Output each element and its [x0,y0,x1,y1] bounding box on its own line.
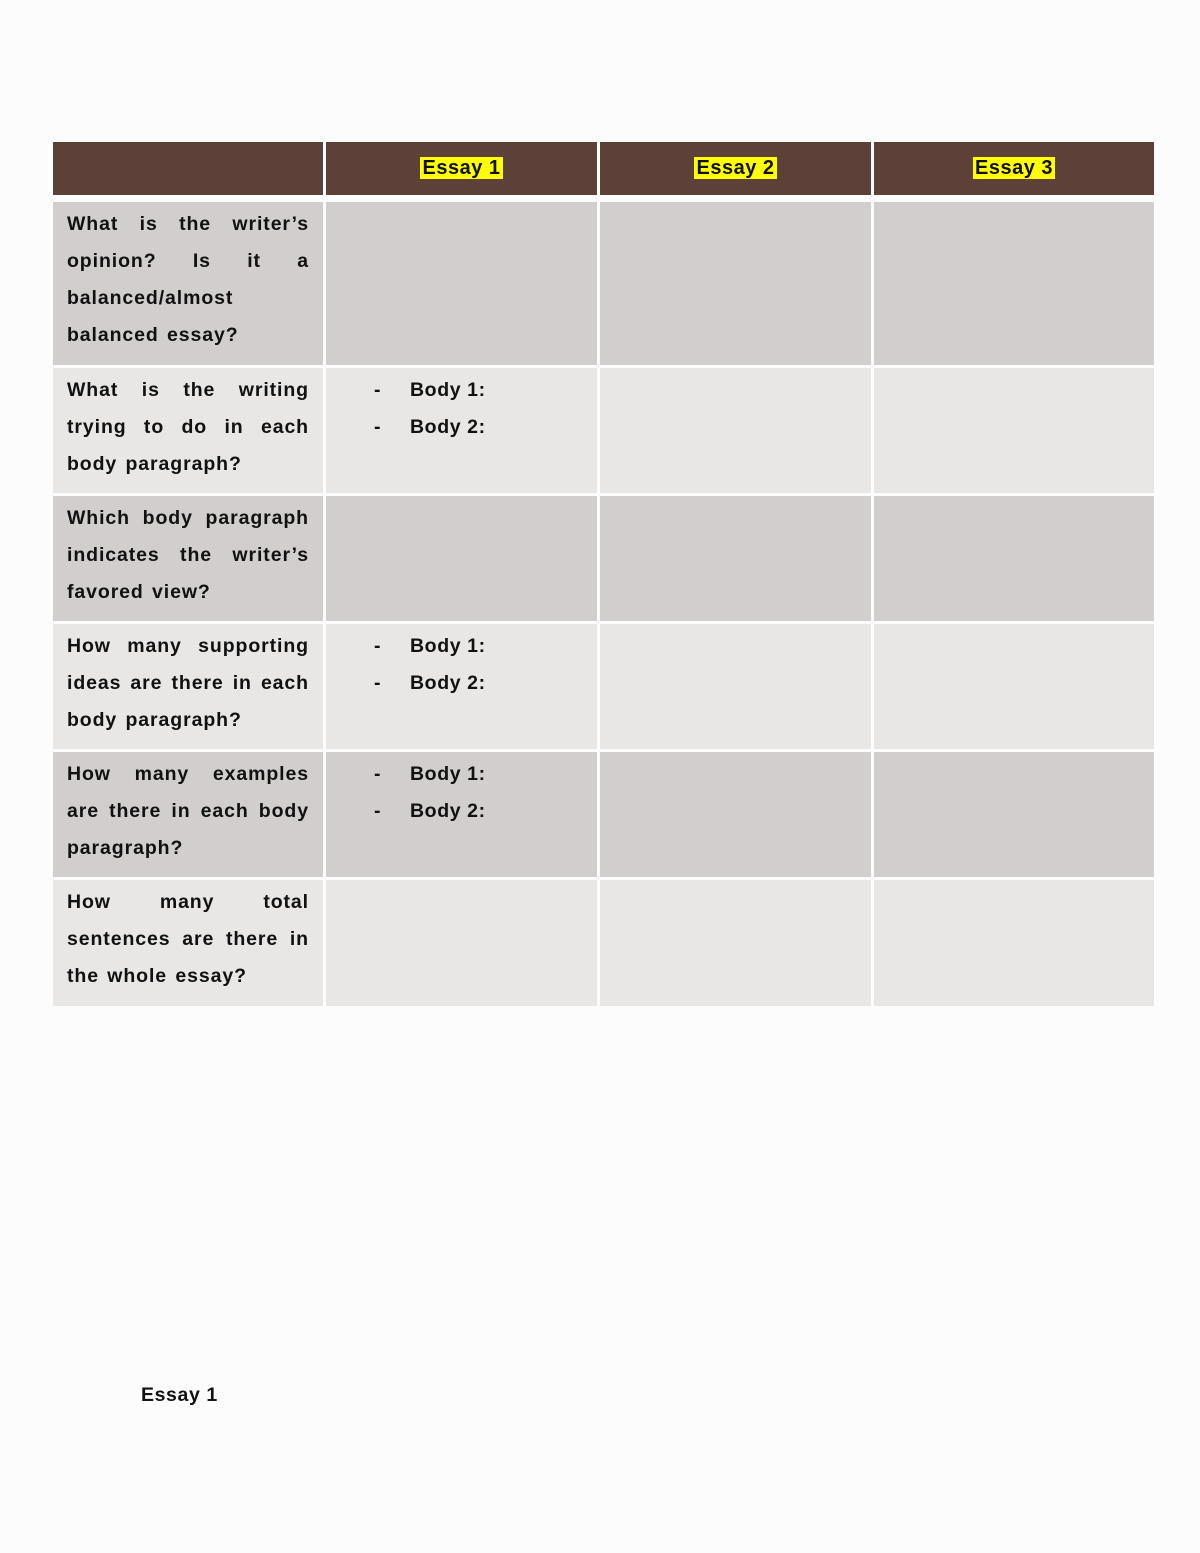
essay-1-answer-cell[interactable] [326,202,597,365]
list-dash: - [374,672,382,694]
essay-2-answer-cell[interactable] [600,752,871,877]
header-essay-3 [874,142,1154,199]
essay-3-answer-cell[interactable] [874,368,1154,493]
body-list [326,752,597,830]
essay-2-answer-cell[interactable] [600,368,871,493]
body-label: Body 2: [410,416,486,438]
body-label: Body 2: [410,800,486,822]
essay-3-answer-cell[interactable] [874,202,1154,365]
body-list [326,624,597,702]
body-label: Body 2: [410,672,486,694]
essay-3-answer-cell[interactable] [874,880,1154,1006]
question-cell [53,496,323,621]
header-blank-cell [53,142,323,199]
body-label: Body 1: [410,379,486,401]
essay-3-answer-cell[interactable] [874,496,1154,621]
essay-1-answer-cell[interactable] [326,880,597,1006]
essay-2-answer-cell[interactable] [600,496,871,621]
list-item [374,665,597,702]
body-list [326,368,597,446]
list-item [374,628,597,665]
body-label: Body 1: [410,763,486,785]
essay-1-answer-cell[interactable] [326,368,597,493]
essay-1-heading: Essay 1 [422,157,501,179]
header-essay-1 [326,142,597,199]
question-cell [53,752,323,877]
table-row [53,624,1154,749]
question-cell [53,202,323,365]
list-item [374,793,597,830]
list-dash: - [374,379,382,401]
table-row [53,752,1154,877]
table-row [53,368,1154,493]
list-item [374,756,597,793]
essay-2-answer-cell[interactable] [600,202,871,365]
question-text: What is the writer’s opinion? Is it a balanced/almost balanced essay? [67,213,309,346]
essay-1-answer-cell[interactable] [326,496,597,621]
essay-comparison-table [50,139,1157,1009]
question-text: How many examples are there in each body paragraph? [67,763,309,859]
question-cell [53,624,323,749]
question-text: How many total sentences are there in the whole essay? [67,891,309,987]
body-label: Body 1: [410,635,486,657]
essay-2-heading: Essay 2 [696,157,775,179]
list-item [374,409,597,446]
essay-1-section-heading: Essay 1 [141,1384,218,1406]
question-text: How many supporting ideas are there in each body paragraph? [67,635,309,731]
question-text: Which body paragraph indicates the writer’s favored view? [67,507,309,603]
essay-1-answer-cell[interactable] [326,752,597,877]
table-row [53,496,1154,621]
list-dash: - [374,763,382,785]
list-item [374,372,597,409]
table-row [53,202,1154,365]
list-dash: - [374,800,382,822]
essay-3-heading: Essay 3 [974,157,1053,179]
essay-3-answer-cell[interactable] [874,624,1154,749]
header-essay-2 [600,142,871,199]
list-dash: - [374,416,382,438]
question-cell [53,880,323,1006]
essay-3-answer-cell[interactable] [874,752,1154,877]
essay-2-answer-cell[interactable] [600,880,871,1006]
table-header-row [53,142,1154,199]
table-row [53,880,1154,1006]
list-dash: - [374,635,382,657]
essay-1-answer-cell[interactable] [326,624,597,749]
question-cell [53,368,323,493]
essay-2-answer-cell[interactable] [600,624,871,749]
question-text: What is the writing trying to do in each body paragraph? [67,379,309,475]
